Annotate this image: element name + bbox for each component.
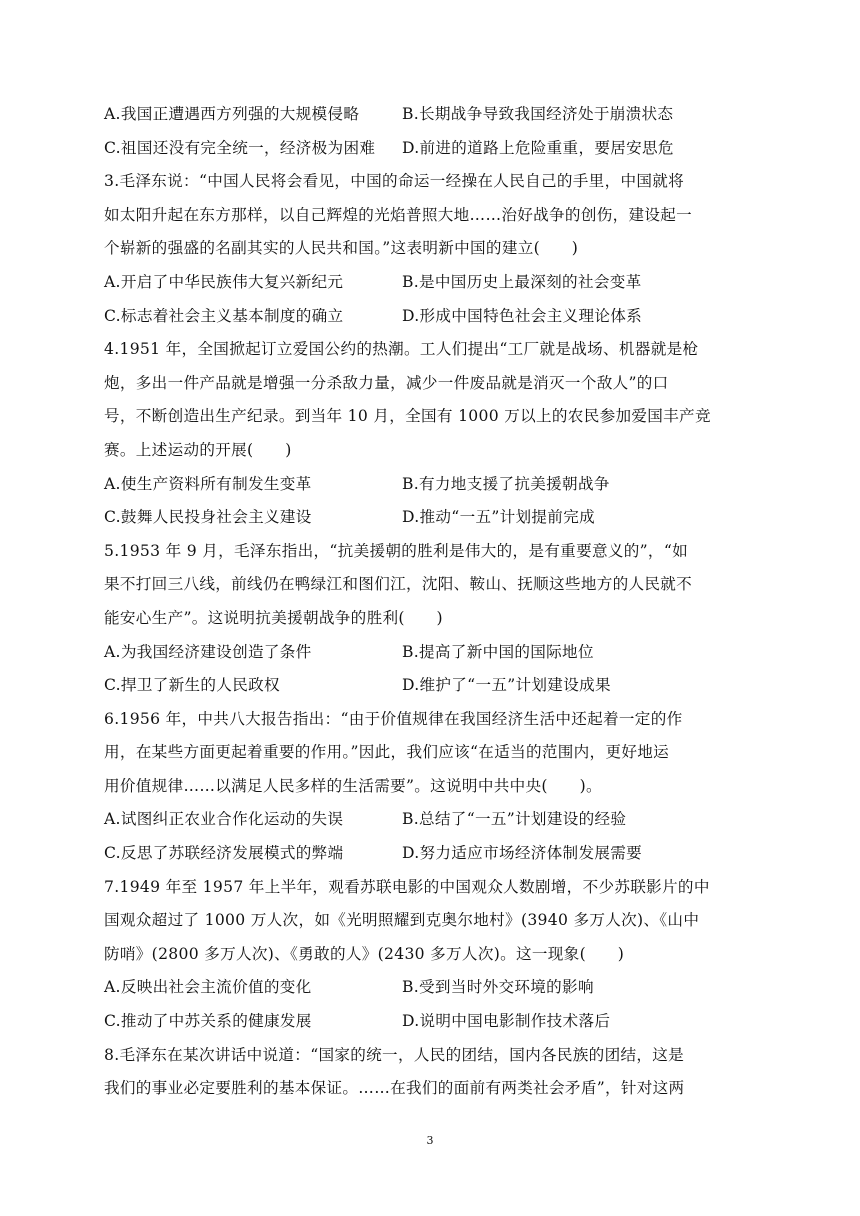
answer-option: C.捍卫了新生的人民政权 xyxy=(104,676,280,695)
question-stem-line: 国观众超过了 1000 万人次，如《光明照耀到克奥尔地村》(3940 多万人次)、《山中 xyxy=(104,911,700,930)
question-block xyxy=(104,1039,754,1106)
question-stem-line: 能安心生产”。这说明抗美援朝战争的胜利( ) xyxy=(104,608,443,627)
answer-option: D.说明中国电影制作技术落后 xyxy=(402,1012,611,1031)
option-row xyxy=(104,300,754,334)
answer-option: B.受到当时外交环境的影响 xyxy=(402,978,594,997)
question-list xyxy=(104,98,754,1106)
answer-option: C.反思了苏联经济发展模式的弊端 xyxy=(104,844,344,863)
option-row xyxy=(104,98,754,132)
question-stem-line: 我们的事业必定要胜利的基本保证。……在我们的面前有两类社会矛盾”，针对这两 xyxy=(104,1079,685,1098)
answer-option: C.标志着社会主义基本制度的确立 xyxy=(104,306,344,325)
question-block xyxy=(104,165,754,333)
answer-option: D.前进的道路上危险重重，要居安思危 xyxy=(402,138,674,157)
question-stem-line: 6.1956 年，中共八大报告指出：“由于价值规律在我国经济生活中还起着一定的作 xyxy=(104,709,683,728)
option-row xyxy=(104,1005,754,1039)
answer-option: A.试图纠正农业合作化运动的失误 xyxy=(104,810,344,829)
question-stem-line: 用价值规律……以满足人民多样的生活需要”。这说明中共中央( )。 xyxy=(104,776,602,795)
answer-option: B.提高了新中国的国际地位 xyxy=(402,642,594,661)
question-stem-line: 号，不断创造出生产纪录。到当年 10 月，全国有 1000 万以上的农民参加爱国丰产竞 xyxy=(104,407,711,426)
option-row xyxy=(104,636,754,670)
page-number: 3 xyxy=(426,1134,434,1147)
question-block xyxy=(104,703,754,871)
question-stem-line: 果不打回三八线，前线仍在鸭绿江和图们江，沈阳、鞍山、抚顺这些地方的人民就不 xyxy=(104,575,693,594)
answer-option: D.推动“一五”计划提前完成 xyxy=(402,508,595,527)
question-stem-line: 个崭新的强盛的名副其实的人民共和国。”这表明新中国的建立( ) xyxy=(104,239,579,258)
answer-option: D.努力适应市场经济体制发展需要 xyxy=(402,844,643,863)
question-stem-line: 4.1951 年，全国掀起订立爱国公约的热潮。工人们提出“工厂就是战场、机器就是枪 xyxy=(104,340,699,359)
question-stem-line: 3.毛泽东说：“中国人民将会看见，中国的命运一经操在人民自己的手里，中国就将 xyxy=(104,172,685,191)
question-block xyxy=(104,535,754,703)
question-stem-line: 炮，多出一件产品就是增强一分杀敌力量，减少一件废品就是消灭一个敌人”的口 xyxy=(104,373,669,392)
answer-option: C.祖国还没有完全统一，经济极为困难 xyxy=(104,138,376,157)
option-row xyxy=(104,669,754,703)
option-row xyxy=(104,468,754,502)
answer-option: A.反映出社会主流价值的变化 xyxy=(104,978,312,997)
answer-option: A.为我国经济建设创造了条件 xyxy=(104,642,312,661)
answer-option: A.开启了中华民族伟大复兴新纪元 xyxy=(104,272,344,291)
option-row xyxy=(104,837,754,871)
option-row xyxy=(104,132,754,166)
answer-option: B.总结了“一五”计划建设的经验 xyxy=(402,810,627,829)
option-row xyxy=(104,266,754,300)
answer-option: B.是中国历史上最深刻的社会变革 xyxy=(402,272,642,291)
answer-option: C.鼓舞人民投身社会主义建设 xyxy=(104,508,312,527)
question-stem-line: 赛。上述运动的开展( ) xyxy=(104,440,292,459)
option-row xyxy=(104,803,754,837)
question-stem-line: 防哨》(2800 多万人次)、《勇敢的人》(2430 多万人次)。这一现象( ) xyxy=(104,944,625,963)
question-block xyxy=(104,871,754,1039)
answer-option: B.有力地支援了抗美援朝战争 xyxy=(402,474,610,493)
question-stem-line: 7.1949 年至 1957 年上半年，观看苏联电影的中国观众人数剧增，不少苏联影片的中 xyxy=(104,877,710,896)
answer-option: C.推动了中苏关系的健康发展 xyxy=(104,1012,312,1031)
question-stem-line: 用，在某些方面更起着重要的作用。”因此，我们应该“在适当的范围内，更好地运 xyxy=(104,743,670,762)
question-stem-line: 5.1953 年 9 月，毛泽东指出，“抗美援朝的胜利是伟大的，是有重要意义的”，“如 xyxy=(104,541,688,560)
question-block xyxy=(104,333,754,535)
option-row xyxy=(104,501,754,535)
answer-option: D.维护了“一五”计划建设成果 xyxy=(402,676,611,695)
option-row xyxy=(104,971,754,1005)
question-stem-line: 8.毛泽东在某次讲话中说道：“国家的统一，人民的团结，国内各民族的团结，这是 xyxy=(104,1045,685,1064)
answer-option: A.我国正遭遇西方列强的大规模侵略 xyxy=(104,105,360,123)
answer-option: A.使生产资料所有制发生变革 xyxy=(104,474,312,493)
answer-option: D.形成中国特色社会主义理论体系 xyxy=(402,306,643,325)
answer-option: B.长期战争导致我国经济处于崩溃状态 xyxy=(402,105,674,123)
question-stem-line: 如太阳升起在东方那样，以自己辉煌的光焰普照大地……治好战争的创伤，建设起一 xyxy=(104,205,693,224)
question-block xyxy=(104,98,754,165)
